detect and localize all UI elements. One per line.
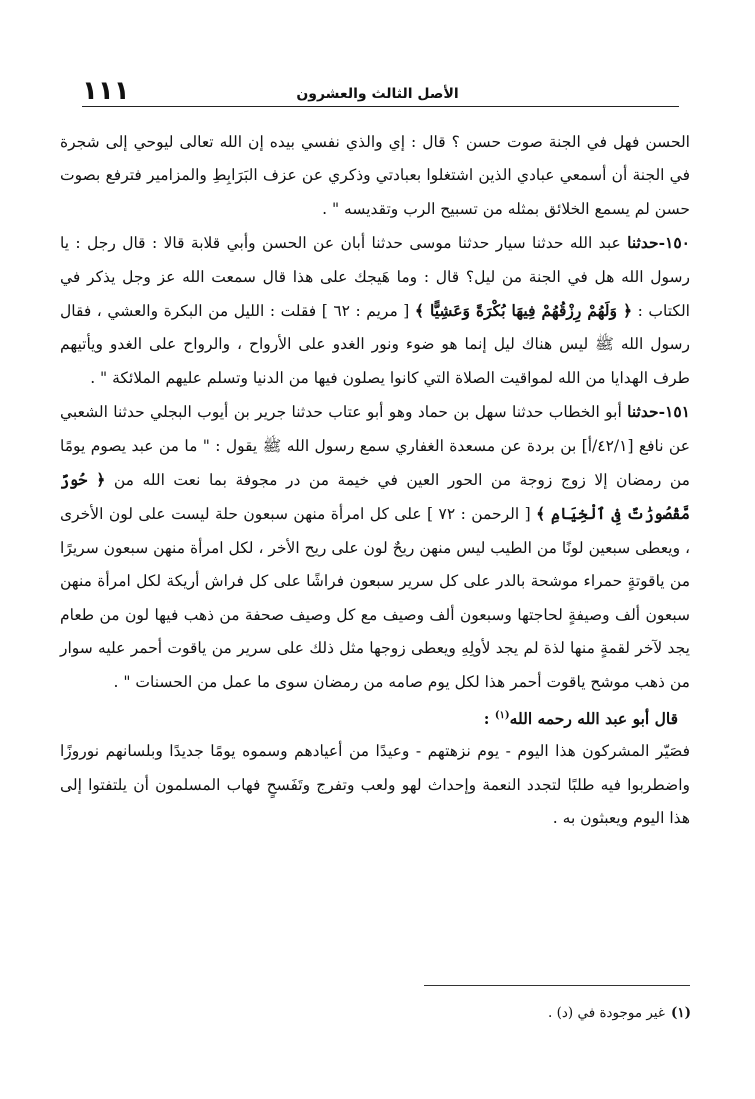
hadith-number: ١٥٠- xyxy=(658,233,690,253)
hadith-text: عبد الله حدثنا سيار حدثنا موسى حدثنا أبان عن الحسن وأبي قلابة قالا : قال رجل : يا رسول الله هل في الجنة من ليل؟ قال : وما هَيجك على هذا قال سمعت الله عز وجل يذكر في الكتاب : xyxy=(60,234,690,321)
header-rule xyxy=(82,106,679,107)
paragraph-continuation: الحسن فهل في الجنة صوت حسن ؟ قال : إي والذي نفسي بيده إن الله تعالى ليوحي إلى شجرة في الجنة أن أسمعي عبادي الذين اشتغلوا بعبادتي وذكري عن عزف البَرَابِطِ والمزامير فترفع بصوت حسن لم يسمع الخلائق بمثله من تسبيح الرب وتقديسه " . xyxy=(60,133,690,218)
hadith-number: ١٥١- xyxy=(658,402,690,422)
hadith-text: أبو الخطاب حدثنا سهل بن حماد وهو أبو عتاب حدثنا جرير بن أيوب البجلي حدثنا الشعبي عن نافع [٤٢/١/أ] بن بردة عن مسعدة الغفاري سمع رسول الله ﷺ يقول : " ما من عبد يصوم يومًا من رمضان إلا زوج زوجة من الحور العين في خيمة من در مجوفة بما نعت الله من xyxy=(60,403,690,490)
author-heading-text: قال أبو عبد الله رحمه الله xyxy=(509,709,678,729)
author-heading xyxy=(60,699,690,736)
hadith-lead-word: حدثنا xyxy=(627,402,659,422)
running-title: الأصل الثالث والعشرون xyxy=(296,86,459,102)
paragraph-final: فصَيّر المشركون هذا اليوم - يوم نزهتهم - وعيدًا من أعيادهم وسموه يومًا جديدًا وبلسانهم نوروزًا واضطربوا فيه طلبًا لتجدد النعمة وإحداث لهو ولعب وتفرج وتَفَسحٍ فهاب المسلمون أن يلتفتوا إلى هذا اليوم ويعبثون به . xyxy=(60,742,690,828)
quran-verse: ﴿ وَلَهُمْ رِزْقُهُمْ فِيهَا بُكْرَةً وَعَشِيًّا ﴾ xyxy=(414,301,633,321)
body-text xyxy=(60,126,690,836)
page-header xyxy=(82,78,673,108)
page-number: ١١١ xyxy=(82,76,130,106)
footnote-marker: (١) xyxy=(670,1005,691,1021)
quran-verse: ﴿ حُورٌ مَّقْصُورَٰتٌ فِى ٱلْخِيَامِ ﴾ xyxy=(60,470,690,524)
hadith-lead-word: حدثنا xyxy=(627,233,659,253)
hadith-text: [ الرحمن : ٧٢ ] على كل امرأة منهن سبعون حلة ليست على لون الأخرى ، ويعطى سبعين لونًا من الطيب ليس منهن ريحٌ لون على ريح الأخر ، لكل امرأة منهن سبعون سريرًا من ياقوتةٍ حمراء موشحة بالدر على كل سرير سبعون فراشًا على كل فراش أريكة لكل امرأة منهن سبعون ألف وصيفةٍ لحاجتها وسبعون ألف وصيف مع كل وصيف صحفة من ذهب فيها لون من طعام يجد لآخر لقمةٍ منها لذة لم يجد لأولِهِ ويعطى زوجها مثل ذلك على سرير من ياقوت أحمر عليه سوار من ذهب موشح ياقوت أحمر هذا لكل يوم صامه من رمضان سوى ما عمل من الحسنات " . xyxy=(60,505,690,691)
footnote-reference: (١) xyxy=(494,709,510,721)
footnote xyxy=(61,1002,691,1024)
hadith-150 xyxy=(60,226,690,395)
footnote-text: غير موجودة في (د) . xyxy=(548,1005,665,1021)
author-heading-colon: : xyxy=(483,709,495,729)
hadith-151 xyxy=(60,395,690,699)
hadith-text: [ مريم : ٦٢ ] فقلت : الليل من البكرة والعشي ، فقال رسول الله ﷺ ليس هناك ليل إنما هو ضوء ونور الغدو على الأرواح ، والرواح على الغدو ويأتيهم طرف الهدايا من الله لمواقيت الصلاة التي كانوا يصلون فيها من الدنيا وتسلم عليهم الملائكة " . xyxy=(60,302,690,387)
footnote-rule xyxy=(424,985,690,986)
